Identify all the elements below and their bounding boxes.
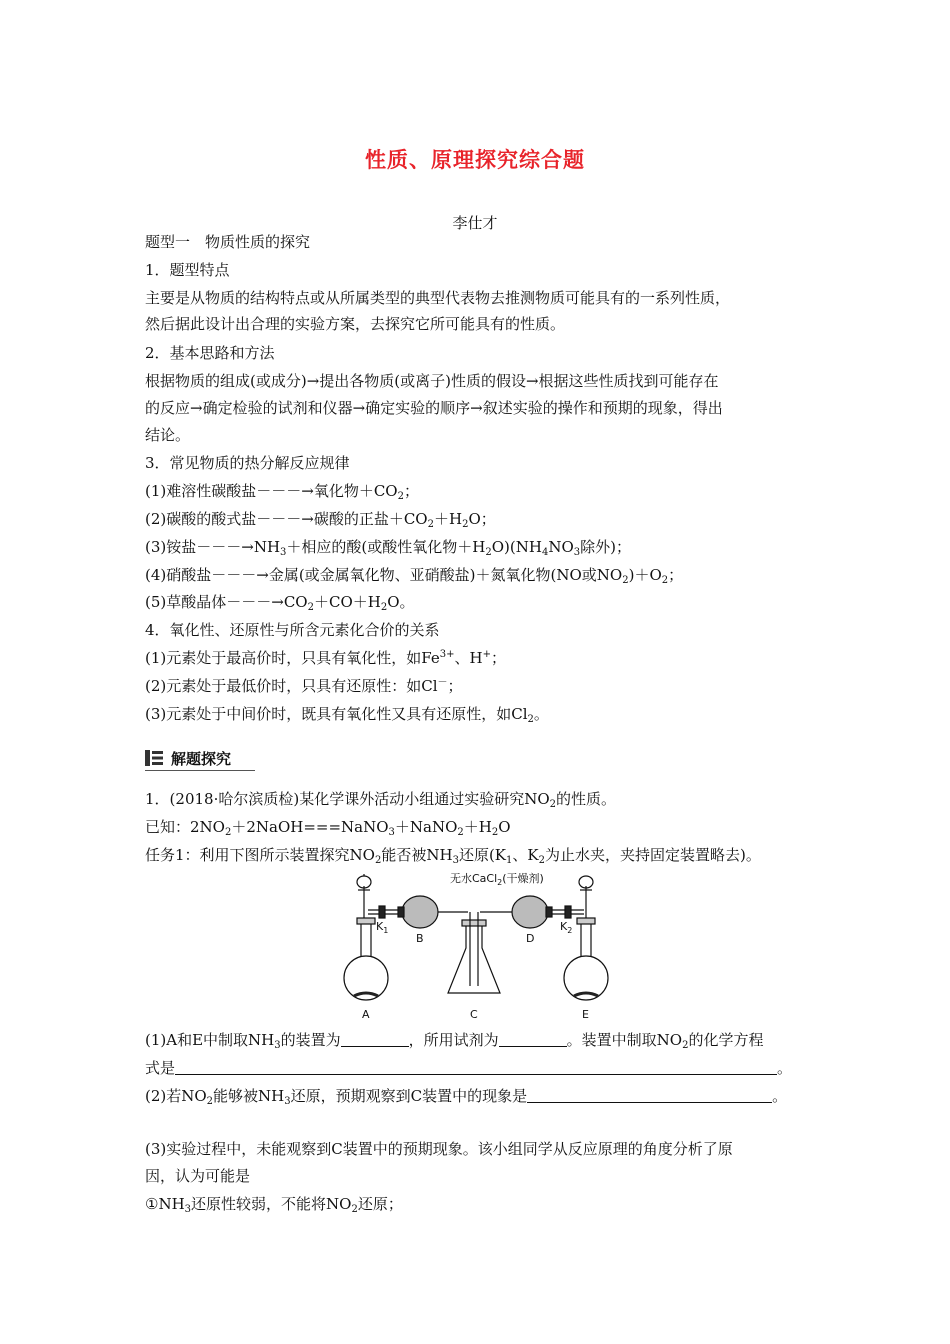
known-equation: 已知：$2NO_2+2NaOH===NaNO_3+NaNO_2+H_2O$ [145, 818, 511, 838]
answer-blank-device[interactable] [341, 1031, 409, 1047]
tube-a-b [368, 906, 400, 918]
subquestion-3-item1: $①NH_3$还原性较弱，不能将$NO_2$还原； [145, 1195, 403, 1215]
subquestion-3-line1: (3)实验过程中，未能观察到C装置中的预期现象。该小组同学从反应原理的角度分析了原 [145, 1140, 733, 1158]
section-banner-label: 解题探究 [171, 750, 232, 768]
section-heading: 题型一 物质性质的探究 [145, 233, 311, 251]
p3-item1: (1)难溶性碳酸盐－－－→氧化物$+CO_2$； [145, 482, 419, 502]
page-title: 性质、原理探究综合题 [365, 148, 585, 172]
p4-title: 4．氧化性、还原性与所含元素化合价的关系 [145, 621, 440, 639]
p3-item2: (2)碳酸的酸式盐－－－→碳酸的正盐$+CO_2+H_2O$； [145, 510, 496, 530]
dryer-label: 无水CaCl$_2$(干燥剂) [450, 872, 544, 887]
p3-item5: (5)草酸晶体$---\to CO_2+CO+H_2O$。 [145, 593, 415, 613]
subquestion-2: (2)若$NO_2$能够被$NH_3$还原，预期观察到C装置中的现象是 。 [145, 1087, 788, 1107]
task-1: 任务1：利用下图所示装置探究$NO_2$能否被$NH_3$还原($K_1$、$K_2$为止水夹，夹持固定装置略去)。 [145, 846, 761, 866]
question-1-stem: 1．(2018·哈尔滨质检)某化学课外活动小组通过实验研究$NO_2$的性质。 [145, 790, 617, 810]
p2-line2: 的反应→确定检验的试剂和仪器→确定实验的顺序→叙述实验的操作和预期的现象，得出 [145, 399, 723, 417]
flask-a [344, 874, 388, 1000]
apparatus-diagram [340, 868, 610, 1028]
subquestion-1: (1)A和E中制取$NH_3$的装置为 ，所用试剂为 。装置中制取$NO_2$的化学方程 [145, 1031, 764, 1051]
p2-line3: 结论。 [145, 426, 191, 444]
p4-item2: (2)元素处于最低价时，只具有还原性：如Cl－； [145, 677, 463, 695]
p3-item3: (3)铵盐$---\to NH_3+$相应的酸(或酸性氧化物$+H_2O)(NH_4NO_3$除外)； [145, 538, 631, 558]
p2-title: 2．基本思路和方法 [145, 344, 275, 362]
flask-e [564, 876, 608, 1000]
bottle-c [448, 912, 500, 993]
tube-d-e [552, 906, 584, 918]
label-c: C [470, 1008, 478, 1021]
p2-line1: 根据物质的组成(或成分)→提出各物质(或离子)性质的假设→根据这些性质找到可能存在 [145, 372, 719, 390]
p1-line1: 主要是从物质的结构特点或从所属类型的典型代表物去推测物质可能具有的一系列性质， [145, 289, 731, 307]
p4-item1: (1)元素处于最高价时，只具有氧化性，如$Fe^{3+}$、H+； [145, 649, 506, 667]
label-k1: $K_1$ [376, 920, 389, 935]
p4-item3: (3)元素处于中间价时，既具有氧化性又具有还原性，如$Cl_2$。 [145, 705, 549, 725]
p3-item4: (4)硝酸盐－－－→金属(或金属氧化物、亚硝酸盐)＋氮氧化物(NO或$NO_2)+O_2$； [145, 566, 684, 586]
label-e: E [582, 1008, 589, 1021]
label-a: A [362, 1008, 370, 1021]
author: 李仕才 [452, 214, 498, 232]
p1-line2: 然后据此设计出合理的实验方案，去探究它所可能具有的性质。 [145, 315, 566, 333]
section-banner [145, 748, 255, 771]
label-k2: $K_2$ [560, 920, 573, 935]
list-icon [145, 750, 163, 766]
drying-tube-d [480, 896, 552, 928]
p3-title: 3．常见物质的热分解反应规律 [145, 454, 350, 472]
label-b: B [416, 932, 424, 945]
p1-title: 1．题型特点 [145, 261, 230, 279]
subquestion-1-cont: 式是 。 [145, 1059, 793, 1077]
label-d: D [526, 932, 535, 945]
answer-blank-reagent[interactable] [499, 1031, 567, 1047]
answer-blank-phenomenon[interactable] [527, 1087, 772, 1103]
answer-blank-equation[interactable] [175, 1059, 777, 1075]
drying-tube-b [398, 896, 468, 928]
subquestion-3-line2: 因，认为可能是 [145, 1167, 251, 1185]
